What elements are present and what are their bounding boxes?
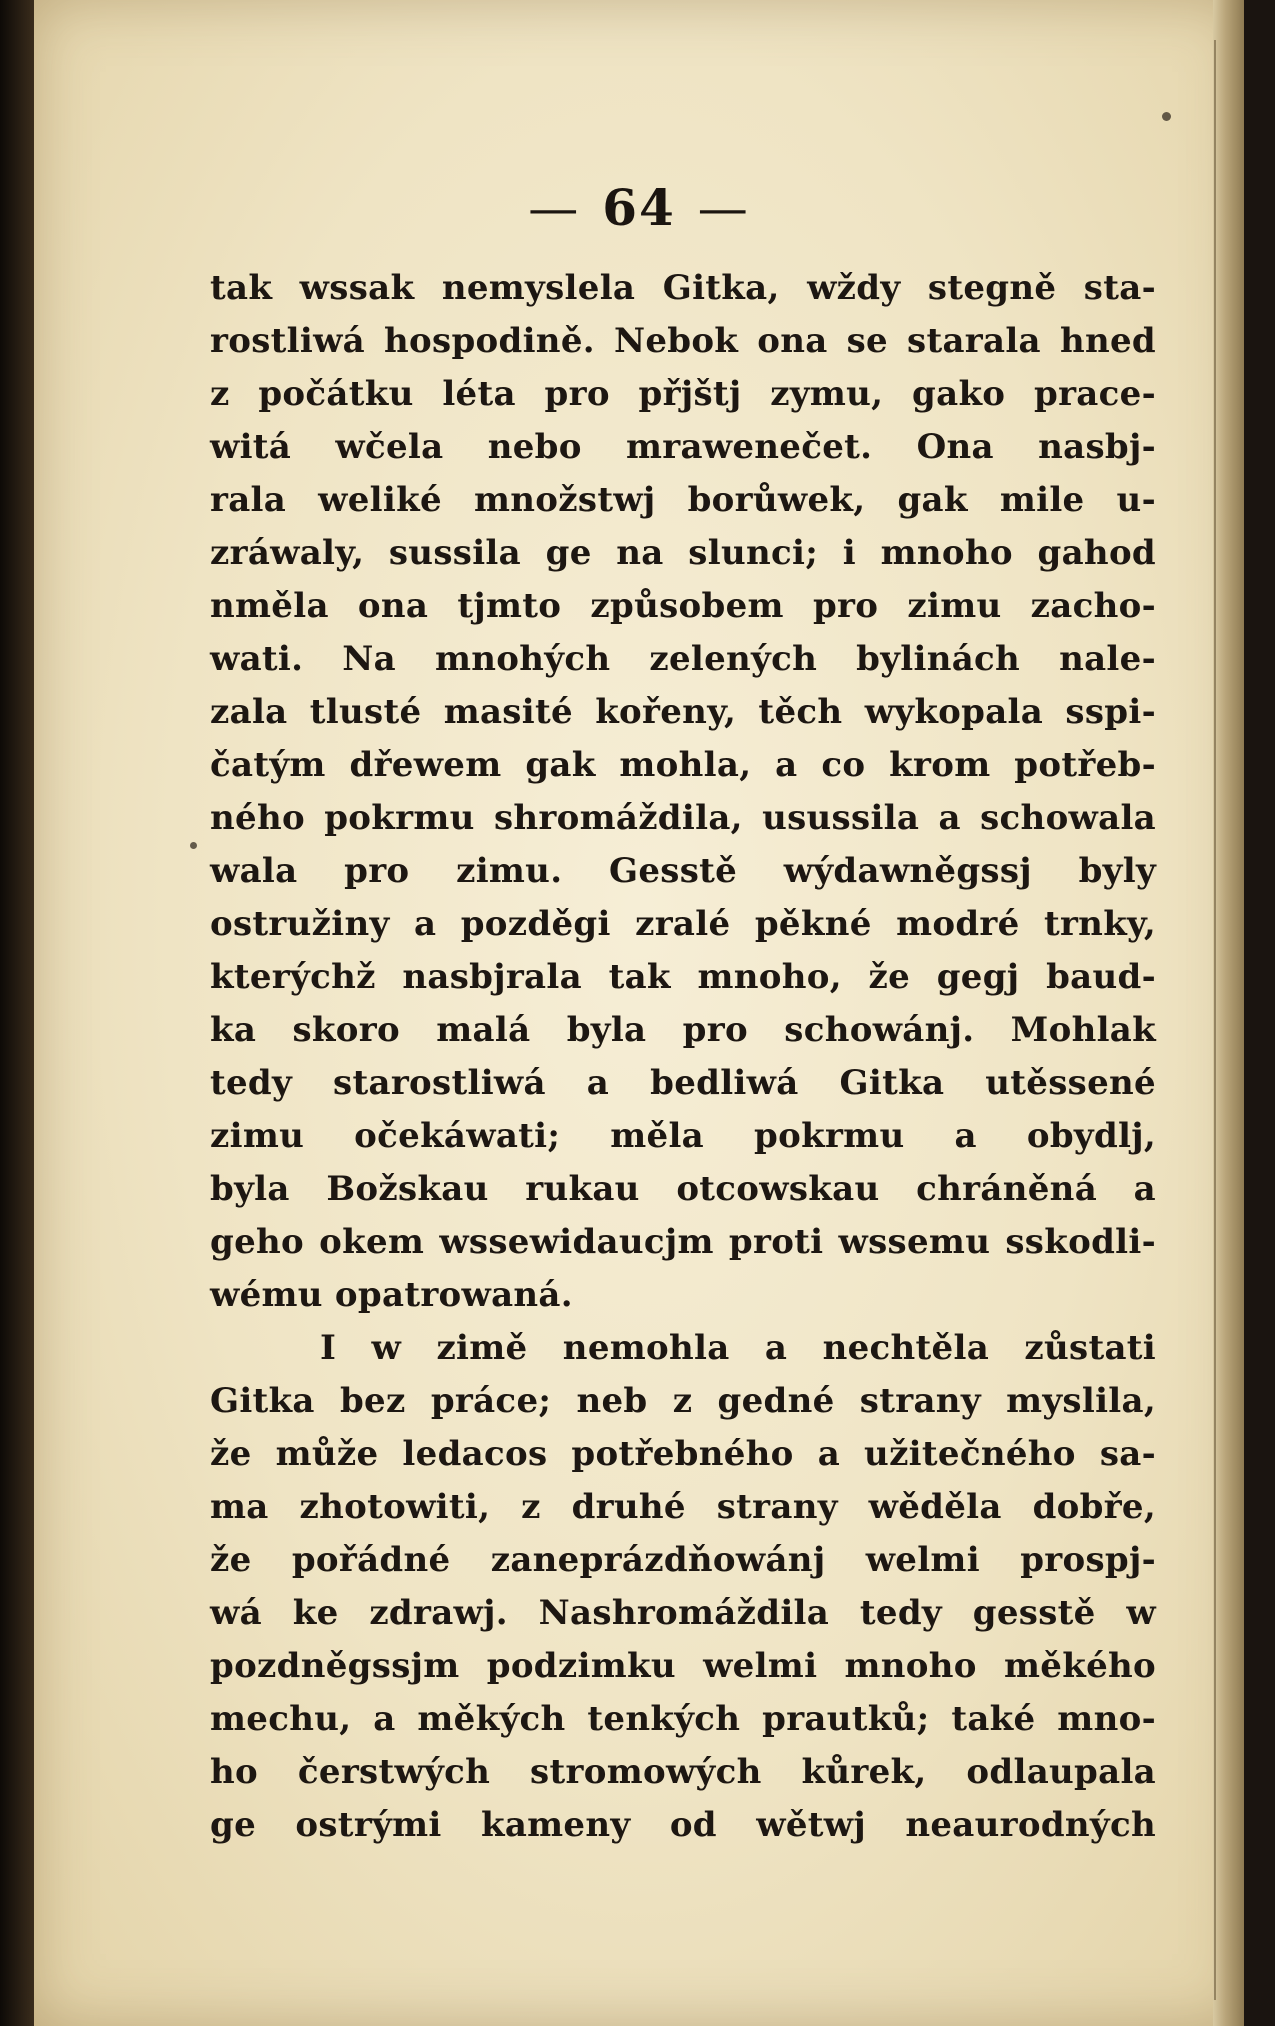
header-dash-right: — xyxy=(697,179,750,237)
text-line: geho okem wssewidaucjm proti wssemu sskodli- xyxy=(210,1222,1156,1262)
text-line: tak wssak nemyslela Gitka, wždy stegně sta- xyxy=(210,268,1156,308)
text-line: pozdněgssjm podzimku welmi mnoho měkého xyxy=(210,1646,1156,1686)
gutter-fold-line xyxy=(1214,40,1216,2000)
text-line: zráwaly, sussila ge na slunci; i mnoho gahod xyxy=(210,533,1156,573)
body-text xyxy=(210,262,1156,1862)
paper-speck xyxy=(1162,112,1171,121)
text-line: ostružiny a pozděgi zralé pěkné modré trnky, xyxy=(210,904,1156,944)
text-line: tedy starostliwá a bedliwá Gitka utěssené xyxy=(210,1063,1156,1103)
header-dash-left: — xyxy=(528,179,581,237)
page-number-header xyxy=(34,178,1244,237)
text-line: z počátku léta pro přjštj zymu, gako prace- xyxy=(210,374,1156,414)
text-line: ného pokrmu shromáždila, usussila a schowala xyxy=(210,798,1156,838)
page-number: 64 xyxy=(602,178,676,237)
text-line: že může ledacos potřebného a užitečného sa- xyxy=(210,1434,1156,1474)
text-line: ho čerstwých stromowých kůrek, odlaupala xyxy=(210,1752,1156,1792)
text-line: ge ostrými kameny od wětwj neaurodných xyxy=(210,1805,1156,1845)
text-line: Gitka bez práce; neb z gedné strany myslila, xyxy=(210,1381,1156,1421)
text-line: zimu očekáwati; měla pokrmu a obydlj, xyxy=(210,1116,1156,1156)
text-line: zala tlusté masité kořeny, těch wykopala sspi- xyxy=(210,692,1156,732)
text-line: wala pro zimu. Gesstě wýdawněgssj byly xyxy=(210,851,1156,891)
text-line: rala weliké množstwj borůwek, gak mile u- xyxy=(210,480,1156,520)
text-line: že pořádné zaneprázdňowánj welmi prospj- xyxy=(210,1540,1156,1580)
text-line: čatým dřewem gak mohla, a co krom potřeb- xyxy=(210,745,1156,785)
text-line: nměla ona tjmto způsobem pro zimu zacho- xyxy=(210,586,1156,626)
text-line: mechu, a měkých tenkých prautků; také mno- xyxy=(210,1699,1156,1739)
page-gutter xyxy=(1213,0,1244,2026)
text-line: wati. Na mnohých zelených bylinách nale- xyxy=(210,639,1156,679)
text-line-paragraph-start: I w zimě nemohla a nechtěla zůstati xyxy=(320,1328,1156,1368)
text-line: witá wčela nebo mrawenečet. Ona nasbj- xyxy=(210,427,1156,467)
text-line-paragraph-end: wému opatrowaná. xyxy=(210,1275,573,1315)
text-line: byla Božskau rukau otcowskau chráněná a xyxy=(210,1169,1156,1209)
text-line: ka skoro malá byla pro schowánj. Mohlak xyxy=(210,1010,1156,1050)
text-line: ma zhotowiti, z druhé strany wěděla dobře, xyxy=(210,1487,1156,1527)
text-line: wá ke zdrawj. Nashromáždila tedy gesstě w xyxy=(210,1593,1156,1633)
text-line: rostliwá hospodině. Nebok ona se starala hned xyxy=(210,321,1156,361)
page-left-edge xyxy=(0,0,34,2026)
paper-speck xyxy=(190,842,197,849)
text-line: kterýchž nasbjrala tak mnoho, že gegj baud- xyxy=(210,957,1156,997)
